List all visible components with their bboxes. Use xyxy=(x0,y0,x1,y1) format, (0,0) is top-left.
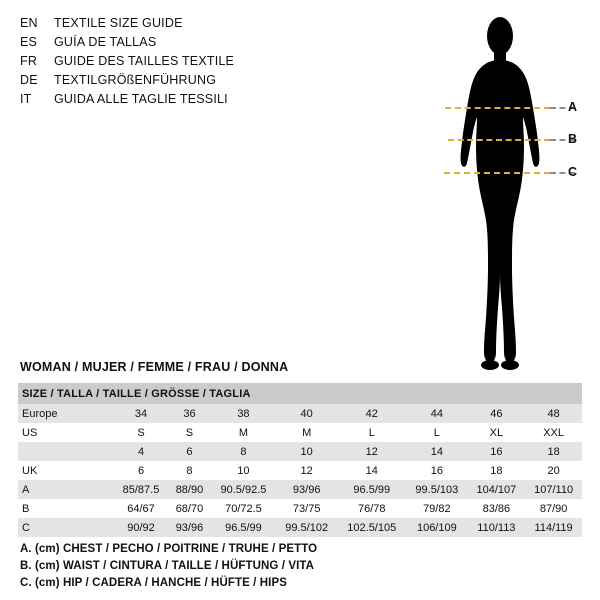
row-cell: 46 xyxy=(468,404,526,423)
size-table-wrapper xyxy=(18,383,582,537)
language-title: TEXTILGRÖßENFÜHRUNG xyxy=(54,73,217,87)
language-title: GUÍA DE TALLAS xyxy=(54,35,157,49)
row-cell: 6 xyxy=(168,442,211,461)
row-cell: 42 xyxy=(337,404,406,423)
row-label: A xyxy=(18,480,114,499)
language-row xyxy=(20,92,350,111)
row-cell: 87/90 xyxy=(525,499,582,518)
row-cell: 64/67 xyxy=(114,499,168,518)
measure-label-c: C xyxy=(568,165,578,179)
row-cell: 16 xyxy=(468,442,526,461)
measure-label-b: B xyxy=(568,132,578,146)
language-row xyxy=(20,73,350,92)
row-cell: 12 xyxy=(276,461,337,480)
row-cell: 14 xyxy=(337,461,406,480)
chest-measure-line xyxy=(445,107,550,109)
table-row xyxy=(18,518,582,537)
row-cell: 36 xyxy=(168,404,211,423)
row-cell: 76/78 xyxy=(337,499,406,518)
language-code: ES xyxy=(20,35,38,49)
row-cell: 48 xyxy=(525,404,582,423)
row-cell: 85/87.5 xyxy=(114,480,168,499)
row-cell: L xyxy=(337,423,406,442)
row-cell: 18 xyxy=(525,442,582,461)
table-row xyxy=(18,442,582,461)
language-title: GUIDE DES TAILLES TEXTILE xyxy=(54,54,235,68)
row-cell: 93/96 xyxy=(276,480,337,499)
footnote-hip: C. (cm) HIP / CADERA / HANCHE / HÜFTE / HIPS xyxy=(20,577,288,589)
row-cell: 83/86 xyxy=(468,499,526,518)
row-cell: XXL xyxy=(525,423,582,442)
row-cell: 93/96 xyxy=(168,518,211,537)
row-cell: 12 xyxy=(337,442,406,461)
row-cell: 90/92 xyxy=(114,518,168,537)
row-cell: 104/107 xyxy=(468,480,526,499)
row-cell: 70/72.5 xyxy=(211,499,276,518)
size-table xyxy=(18,383,582,537)
table-row xyxy=(18,461,582,480)
footnote-chest: A. (cm) CHEST / PECHO / POITRINE / TRUHE / PETTO xyxy=(20,543,318,555)
language-row xyxy=(20,35,350,54)
row-label: C xyxy=(18,518,114,537)
waist-measure-line xyxy=(448,139,550,141)
language-code: IT xyxy=(20,92,32,106)
row-cell: XL xyxy=(468,423,526,442)
row-cell: 114/119 xyxy=(525,518,582,537)
table-header-label: SIZE / TALLA / TAILLE / GRÖSSE / TAGLIA xyxy=(18,383,582,404)
row-cell: L xyxy=(406,423,467,442)
row-label: US xyxy=(18,423,114,442)
row-cell: 18 xyxy=(468,461,526,480)
row-cell: M xyxy=(276,423,337,442)
section-title: WOMAN / MUJER / FEMME / FRAU / DONNA xyxy=(20,360,289,374)
row-cell: 8 xyxy=(168,461,211,480)
row-cell: 6 xyxy=(114,461,168,480)
row-cell: 73/75 xyxy=(276,499,337,518)
language-row xyxy=(20,54,350,73)
row-cell: 8 xyxy=(211,442,276,461)
row-cell: 40 xyxy=(276,404,337,423)
row-cell: 4 xyxy=(114,442,168,461)
row-label: B xyxy=(18,499,114,518)
female-silhouette-icon xyxy=(430,8,570,378)
row-cell: 88/90 xyxy=(168,480,211,499)
row-cell: S xyxy=(114,423,168,442)
row-label: UK xyxy=(18,461,114,480)
row-cell: 90.5/92.5 xyxy=(211,480,276,499)
language-code: DE xyxy=(20,73,38,87)
row-cell: 10 xyxy=(211,461,276,480)
row-label xyxy=(18,442,114,461)
footnote-list xyxy=(20,541,580,592)
language-code: FR xyxy=(20,54,38,68)
table-row xyxy=(18,423,582,442)
measurement-figure xyxy=(400,8,600,378)
table-row xyxy=(18,404,582,423)
table-row xyxy=(18,480,582,499)
language-title: TEXTILE SIZE GUIDE xyxy=(54,16,183,30)
row-cell: 34 xyxy=(114,404,168,423)
row-cell: 79/82 xyxy=(406,499,467,518)
row-cell: 107/110 xyxy=(525,480,582,499)
hip-measure-line xyxy=(444,172,550,174)
language-title-block xyxy=(20,16,350,111)
language-row xyxy=(20,16,350,35)
table-row xyxy=(18,499,582,518)
row-cell: S xyxy=(168,423,211,442)
row-cell: 99.5/102 xyxy=(276,518,337,537)
measure-label-a: A xyxy=(568,100,578,114)
row-cell: 44 xyxy=(406,404,467,423)
table-header-row xyxy=(18,383,582,404)
row-cell: 38 xyxy=(211,404,276,423)
row-cell: 16 xyxy=(406,461,467,480)
row-cell: 20 xyxy=(525,461,582,480)
row-cell: 14 xyxy=(406,442,467,461)
row-cell: 96.5/99 xyxy=(337,480,406,499)
row-cell: 68/70 xyxy=(168,499,211,518)
language-title: GUIDA ALLE TAGLIE TESSILI xyxy=(54,92,228,106)
row-cell: 96.5/99 xyxy=(211,518,276,537)
language-code: EN xyxy=(20,16,38,30)
row-cell: 102.5/105 xyxy=(337,518,406,537)
row-cell: 110/113 xyxy=(468,518,526,537)
row-cell: M xyxy=(211,423,276,442)
row-cell: 106/109 xyxy=(406,518,467,537)
row-label: Europe xyxy=(18,404,114,423)
footnote-waist: B. (cm) WAIST / CINTURA / TAILLE / HÜFTUNG / VITA xyxy=(20,560,315,572)
row-cell: 99.5/103 xyxy=(406,480,467,499)
row-cell: 10 xyxy=(276,442,337,461)
